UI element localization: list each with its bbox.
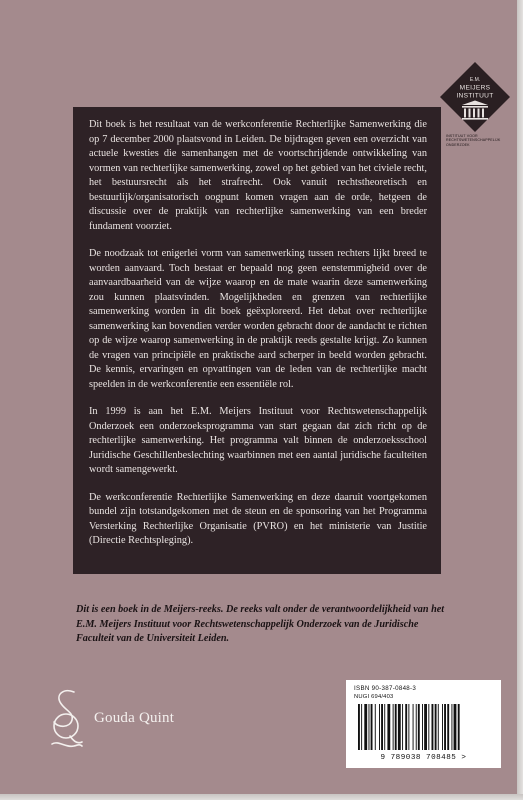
nugi-code: NUGI 694/403 — [354, 694, 394, 700]
publisher-name: Gouda Quint — [94, 710, 175, 726]
logo-line-3: INSTITUUT — [456, 92, 494, 100]
description-paragraph-2: De noodzaak tot enigerlei vorm van samenwerking tussen rechters lijkt breed te worden aanvaard. Toch bestaat er bepaald nog geen eenstemmigheid over de aanvaardbaarheid van de wijze waarop en de mate waarin deze samenwerking zou kunnen plaatsvinden. Mogelijkheden en grenzen van rechterlijke samenwerking worden in dit boek geëxploreerd. Het debat over rechterlijke samenwerking kan bovendien verder worden gebracht door de aandacht te richten op de wijze waarop samenwerking in de praktijk reeds gestalte krijgt. Zo kunnen de vragen van principiële en praktische aard scherper in beeld worden gebracht. De kennis, ervaringen en opvattingen van de leden van de rechterlijke macht speelden in de werkconferentie een essentiële rol. — [89, 248, 427, 390]
page-edge — [517, 0, 523, 800]
description-paragraph-1: Dit boek is het resultaat van de werkconferentie Rechterlijke Samenwerking die op 7 december 2000 plaatsvond in Leiden. De bijdragen geven een overzicht van actuele kwesties die samenhangen met de voortschrijdende ontwikkeling van vormen van rechterlijke samenwerking, zowel op het gebied van het civiele recht, het bestuursrecht als het strafrecht. Ook vanuit rechtstheoretisch en bestuurlijk/organisatorisch oogpunt komen vragen aan de orde, hetgeen de discussie over de praktijk van rechterlijke samenwerking van een breder fundament voorziet. — [89, 119, 427, 232]
description-paragraph-3: In 1999 is aan het E.M. Meijers Instituut voor Rechtswetenschappelijk Onderzoek een onderzoeksprogramma van start gegaan dat zich richt op de rechterlijke samenwerking. Het programma valt binnen de onderzoeksschool Juridische Geschillenbeslechting waarbinnen met een aantal juridische faculteiten wordt samengewerkt. — [89, 406, 427, 475]
description-box — [73, 107, 441, 574]
diamond-emblem-icon — [440, 62, 510, 134]
page-bottom-edge — [0, 794, 523, 800]
description-paragraph-4: De werkconferentie Rechterlijke Samenwerking en deze daaruit voortgekomen bundel zijn totstandgekomen met de steun en de sponsoring van het Programma Versterking Rechterlijke Organisatie (PVRO) en het ministerie van Justitie (Directie Rechtspleging). — [89, 491, 427, 546]
barcode-digits: 9 789038 708485 > — [380, 754, 467, 762]
series-note: Dit is een boek in de Meijers-reeks. De reeks valt onder de verantwoordelijkheid van het E.M. Meijers Instituut voor Rechtswetenschappelijk Onderzoek van de Juridische Faculteit van de Universiteit Leiden. — [76, 604, 445, 645]
isbn-number: ISBN 90-387-0848-3 — [354, 685, 417, 692]
logo-caption: INSTITUUT VOOR RECHTSWETENSCHAPPELIJK ONDERZOEK — [446, 134, 501, 147]
logo-line-2: MEIJERS — [459, 84, 491, 92]
logo-line-1: E.M. — [469, 77, 481, 83]
gouda-quint-logo-icon — [48, 686, 84, 752]
barcode-box — [346, 680, 501, 768]
barcode-icon — [356, 704, 491, 752]
